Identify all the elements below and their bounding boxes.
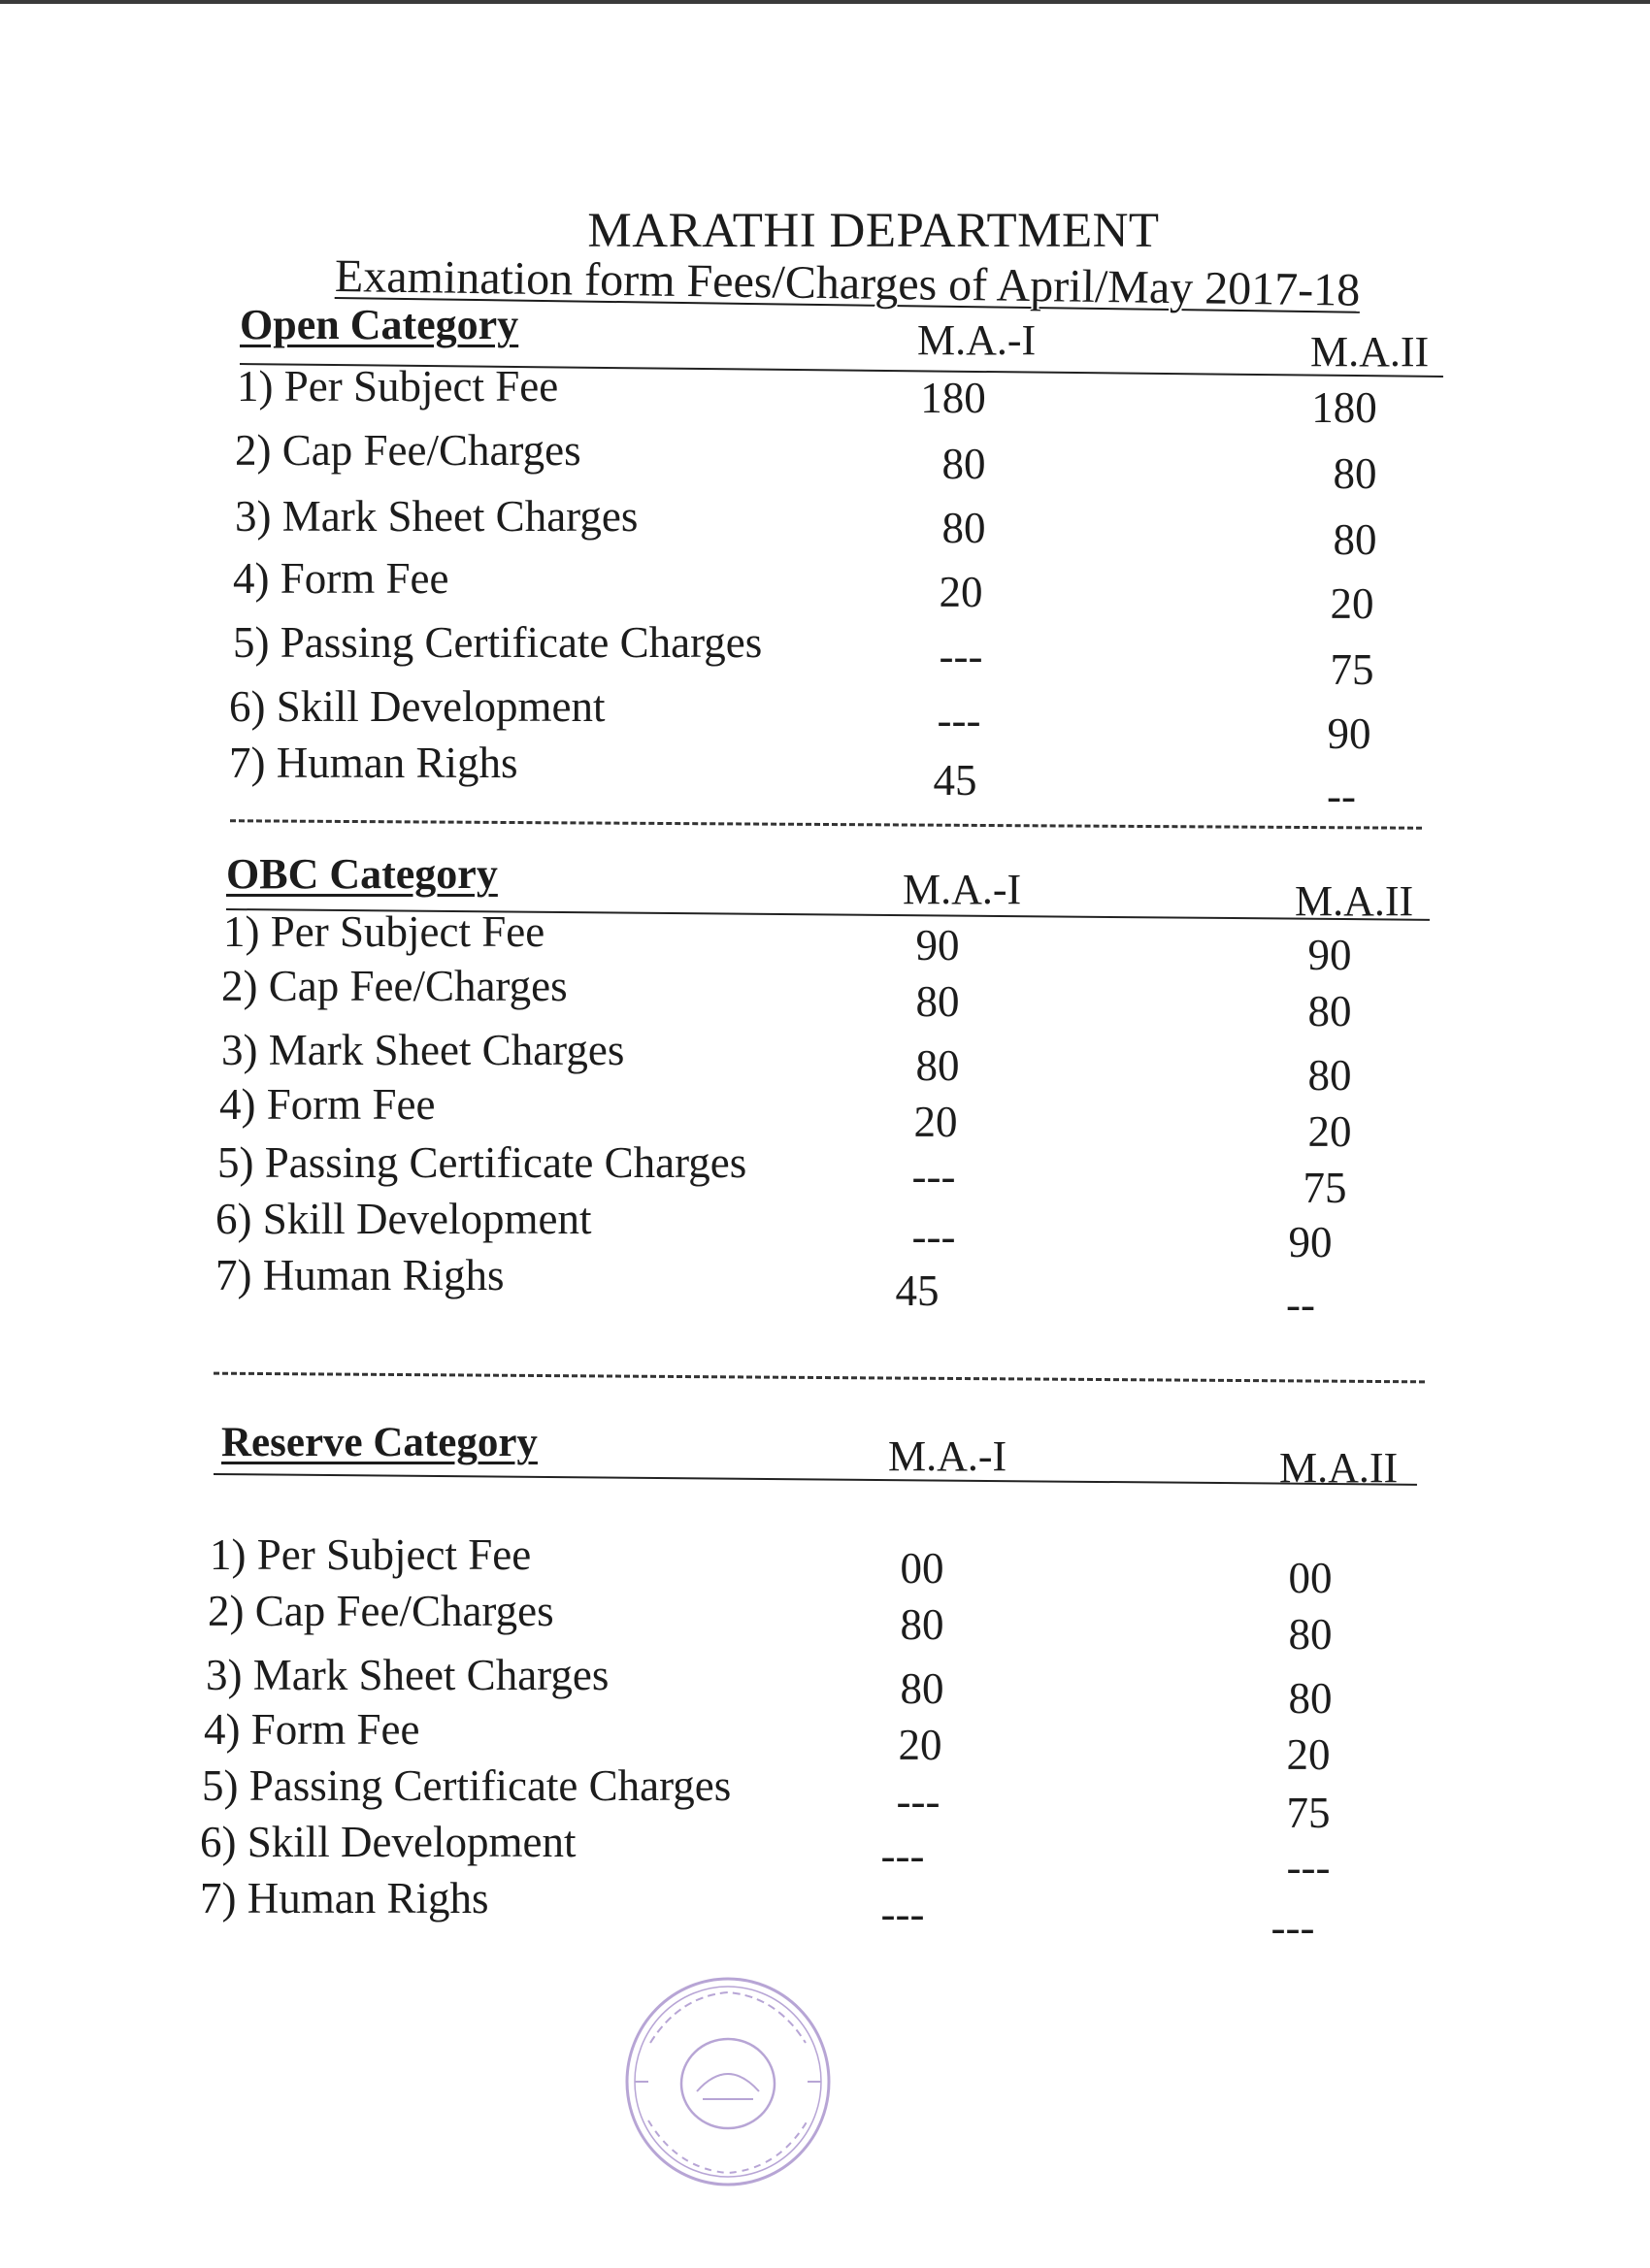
row-label: 1) Per Subject Fee — [223, 907, 545, 956]
ma1-value: --- — [880, 1831, 925, 1880]
ma2-value: 20 — [1286, 1730, 1331, 1779]
section-heading: Open Category — [240, 301, 519, 348]
row-label: 4) Form Fee — [219, 1080, 436, 1129]
ma2-value: 20 — [1307, 1107, 1352, 1156]
column-header-ma1: M.A.-I — [888, 1432, 1007, 1480]
ma2-value: 80 — [1333, 449, 1377, 498]
ma2-value: --- — [1270, 1903, 1315, 1952]
row-label: 7) Human Righs — [215, 1251, 505, 1299]
row-label: 2) Cap Fee/Charges — [221, 962, 568, 1010]
section-divider — [230, 819, 1422, 830]
scan-top-edge — [0, 0, 1650, 4]
ma2-value: 90 — [1327, 709, 1371, 758]
row-label: 1) Per Subject Fee — [210, 1530, 532, 1579]
ma1-value: 20 — [898, 1721, 942, 1769]
ma1-value: 00 — [900, 1544, 944, 1593]
ma2-value: -- — [1286, 1280, 1315, 1329]
ma1-value: --- — [911, 1152, 956, 1200]
ma1-value: --- — [880, 1890, 925, 1938]
row-label: 6) Skill Development — [229, 682, 606, 731]
ma2-value: -- — [1327, 772, 1356, 820]
ma1-value: 90 — [915, 921, 960, 970]
ma2-value: 90 — [1307, 931, 1352, 979]
ma1-value: 80 — [915, 977, 960, 1026]
ma2-value: 75 — [1286, 1789, 1331, 1837]
ma1-value: 80 — [941, 504, 986, 552]
row-label: 2) Cap Fee/Charges — [208, 1587, 554, 1635]
ma2-value: 80 — [1288, 1610, 1333, 1659]
row-label: 7) Human Righs — [200, 1874, 489, 1923]
ma2-value: 80 — [1333, 515, 1377, 564]
ma2-value: 75 — [1303, 1164, 1347, 1212]
ma1-value: --- — [937, 696, 981, 744]
section-divider — [214, 1372, 1425, 1384]
ma1-value: 45 — [895, 1266, 940, 1315]
page-subtitle-text: Examination form Fees/Charges of April/May 2017-18 — [334, 250, 1361, 316]
row-label: 3) Mark Sheet Charges — [206, 1651, 610, 1699]
section-heading: Reserve Category — [221, 1420, 538, 1465]
ma1-value: 20 — [913, 1098, 958, 1146]
ma2-value: 80 — [1288, 1674, 1333, 1723]
ma2-value: 80 — [1307, 1051, 1352, 1100]
row-label: 4) Form Fee — [204, 1705, 420, 1754]
page-title: MARATHI DEPARTMENT — [587, 204, 1160, 258]
row-label: 1) Per Subject Fee — [237, 362, 559, 411]
ma1-value: 20 — [939, 568, 983, 616]
ma2-value: --- — [1286, 1843, 1331, 1891]
row-label: 6) Skill Development — [215, 1195, 592, 1243]
ma1-value: --- — [896, 1777, 940, 1825]
row-label: 5) Passing Certificate Charges — [217, 1138, 747, 1187]
ma1-value: 45 — [933, 756, 977, 805]
ma1-value: 80 — [941, 440, 986, 488]
ma1-value: 80 — [900, 1600, 944, 1649]
row-label: 6) Skill Development — [200, 1818, 577, 1866]
ma2-value: 180 — [1311, 383, 1377, 432]
ma2-value: 80 — [1307, 987, 1352, 1035]
ma1-value: --- — [939, 632, 983, 680]
row-label: 5) Passing Certificate Charges — [202, 1761, 732, 1810]
row-label: 5) Passing Certificate Charges — [233, 618, 763, 667]
row-label: 4) Form Fee — [233, 554, 449, 603]
row-label: 2) Cap Fee/Charges — [235, 426, 581, 475]
column-header-ma2: M.A.II — [1279, 1444, 1399, 1492]
ma1-value: 180 — [920, 374, 986, 422]
department-seal-icon — [621, 1975, 835, 2188]
ma1-value: 80 — [915, 1041, 960, 1090]
heading-underline — [214, 1473, 1417, 1486]
row-label: 3) Mark Sheet Charges — [235, 492, 639, 541]
row-label: 7) Human Righs — [229, 739, 518, 787]
ma1-value: 80 — [900, 1664, 944, 1713]
ma2-value: 90 — [1288, 1218, 1333, 1266]
column-header-ma1: M.A.-I — [903, 866, 1022, 913]
ma2-value: 20 — [1330, 579, 1374, 628]
column-header-ma2: M.A.II — [1295, 877, 1414, 925]
section-heading: OBC Category — [226, 850, 498, 898]
ma2-value: 75 — [1330, 645, 1374, 694]
ma2-value: 00 — [1288, 1554, 1333, 1602]
row-label: 3) Mark Sheet Charges — [221, 1026, 625, 1074]
ma1-value: --- — [911, 1212, 956, 1261]
column-header-ma2: M.A.II — [1310, 328, 1430, 376]
column-header-ma1: M.A.-I — [917, 316, 1037, 364]
